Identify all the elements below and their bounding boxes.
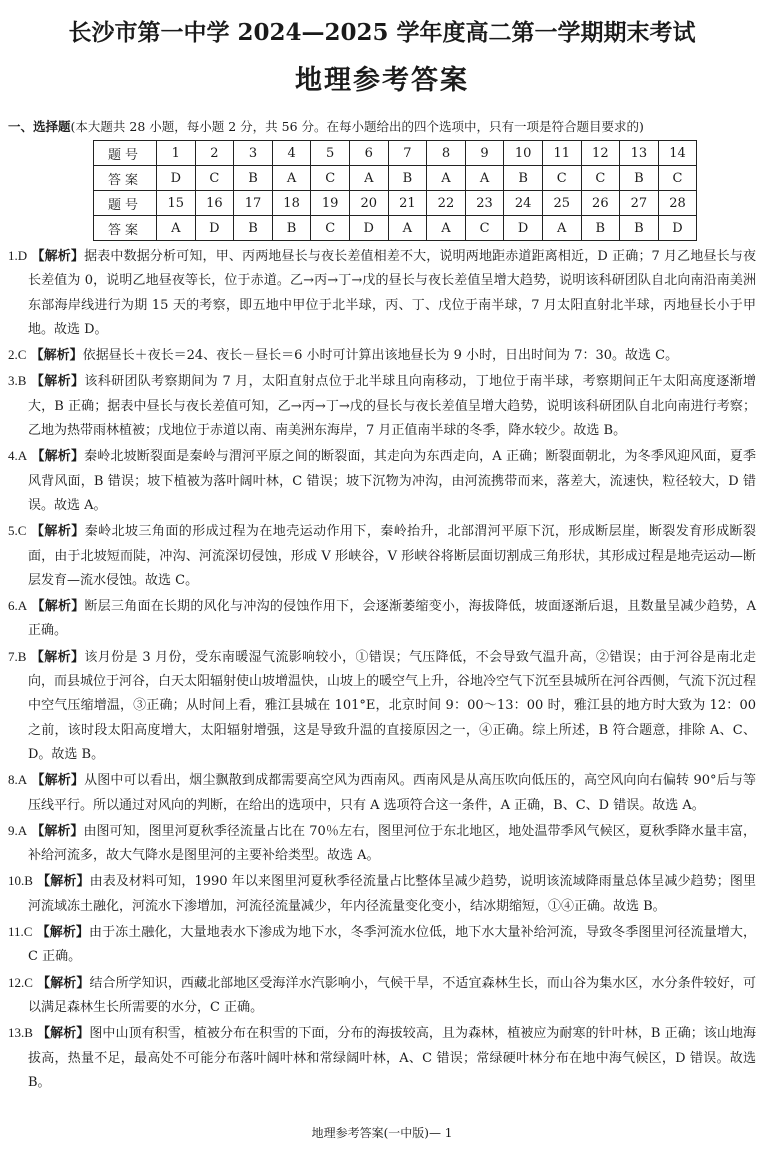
explanation-text: 从图中可以看出，烟尘飘散到成都需要高空风为西南风。西南风是从高压吹向低压的，高空风向向右偏转 90°后与等压线平行。所以通过对风向的判断，在给出的选项中，只有 A 选项符合这一条件，A 正确，B、C、D 错误。故选 A。: [28, 773, 756, 813]
explanation-item: [8, 1021, 756, 1095]
question-number-row: [94, 191, 697, 216]
question-answer-label: 2.C: [8, 347, 27, 363]
section-note: (本大题共 28 小题，每小题 2 分，共 56 分。在每小题给出的四个选项中，只有一项是符合题目要求的): [70, 119, 644, 134]
answer-cell: A: [427, 166, 466, 191]
explanation-item: [8, 869, 756, 919]
row-label-answer: 答案: [94, 216, 157, 241]
analysis-tag: 【解析】: [37, 1026, 90, 1042]
question-answer-label: 10.B: [8, 873, 33, 889]
analysis-tag: 【解析】: [37, 874, 90, 890]
answer-cell: C: [542, 166, 581, 191]
explanation-item: [8, 920, 756, 970]
answer-cell: B: [504, 166, 543, 191]
answer-cell: D: [349, 216, 388, 241]
explanation-item: [8, 444, 756, 518]
row-label-question: 题号: [94, 141, 157, 166]
question-number-cell: 27: [620, 191, 659, 216]
analysis-tag: 【解析】: [31, 773, 85, 789]
answer-key-title: 地理参考答案: [295, 65, 469, 96]
answer-cell: D: [504, 216, 543, 241]
question-number-cell: 23: [465, 191, 504, 216]
question-number-cell: 16: [195, 191, 234, 216]
answer-cell: A: [388, 216, 427, 241]
answer-cell: A: [465, 166, 504, 191]
explanation-item: [8, 768, 756, 818]
page-footer: 地理参考答案(一中版)— 1: [311, 1126, 453, 1140]
answer-cell: C: [581, 166, 620, 191]
answer-cell: A: [427, 216, 466, 241]
question-number-cell: 6: [349, 141, 388, 166]
explanation-item: [8, 519, 756, 593]
question-answer-label: 7.B: [8, 648, 27, 664]
question-answer-label: 6.A: [8, 598, 28, 614]
answer-cell: A: [157, 216, 196, 241]
question-answer-label: 5.C: [8, 523, 27, 539]
question-number-cell: 10: [504, 141, 543, 166]
answer-row: [94, 166, 697, 191]
question-answer-label: 13.B: [8, 1025, 33, 1041]
answer-cell: B: [620, 166, 659, 191]
explanation-text: 据表中数据分析可知，甲、丙两地昼长与夜长差值相差不大，说明两地距赤道距离相近，D 正确；7 月乙地昼长与夜长差值为 0，说明乙地昼夜等长，位于赤道。乙→丙→丁→戊的昼长与夜长差值呈增大趋势，说明该科研团队自北向南沿南美洲东部海岸线进行为期 15 天的考察，即五地中甲位于北半球，丙、丁、戊位于南半球，7 月太阳直射北半球，丙地昼长小于甲地。故选 D。: [28, 249, 756, 337]
question-number-cell: 2: [195, 141, 234, 166]
question-number-cell: 15: [157, 191, 196, 216]
answer-row: [94, 216, 697, 241]
question-answer-label: 9.A: [8, 822, 28, 838]
question-number-row: [94, 141, 697, 166]
answer-cell: A: [349, 166, 388, 191]
answer-cell: C: [311, 216, 350, 241]
explanation-text: 由于冻土融化，大量地表水下渗成为地下水，冬季河流水位低，地下水大量补给河流，导致冬季图里河径流量增大，C 正确。: [28, 925, 756, 965]
explanation-text: 结合所学知识，西藏北部地区受海洋水汽影响小，气候干旱，不适宜森林生长，而山谷为集水区，水分条件较好，可以满足森林生长所需要的水分，C 正确。: [28, 975, 756, 1015]
explanation-item: [8, 819, 756, 869]
question-number-cell: 14: [658, 141, 697, 166]
section-heading: [8, 117, 644, 135]
question-number-cell: 5: [311, 141, 350, 166]
question-number-cell: 13: [620, 141, 659, 166]
answer-cell: D: [195, 216, 234, 241]
question-number-cell: 7: [388, 141, 427, 166]
answer-cell: C: [311, 166, 350, 191]
analysis-tag: 【解析】: [31, 599, 85, 615]
question-number-cell: 18: [272, 191, 311, 216]
question-number-cell: 21: [388, 191, 427, 216]
question-answer-label: 3.B: [8, 373, 27, 389]
answer-cell: B: [620, 216, 659, 241]
question-number-cell: 25: [542, 191, 581, 216]
question-number-cell: 17: [234, 191, 273, 216]
question-number-cell: 20: [349, 191, 388, 216]
analysis-tag: 【解析】: [30, 374, 85, 390]
analysis-tag: 【解析】: [31, 823, 84, 839]
answer-cell: C: [658, 166, 697, 191]
analysis-tag: 【解析】: [31, 449, 85, 465]
question-answer-label: 12.C: [8, 974, 33, 990]
analysis-tag: 【解析】: [36, 925, 89, 941]
explanation-text: 该科研团队考察期间为 7 月，太阳直射点位于北半球且向南移动，丁地位于南半球，考察期间正午太阳高度逐渐增大，B 正确；据表中昼长与夜长差值可知，乙→丙→丁→戊的昼长与夜长差值呈增大趋势，说明该科研团队自北向南进行考察；乙地为热带雨林植被；戊地位于赤道以南、南美洲东海岸，7 月正值南半球的冬季，降水较少。故选 B。: [28, 374, 756, 439]
answer-cell: B: [234, 166, 273, 191]
question-number-cell: 3: [234, 141, 273, 166]
explanation-text: 由图可知，图里河夏秋季径流量占比在 70％左右，图里河位于东北地区，地处温带季风气候区，夏秋季降水量丰富，补给河流多，故大气降水是图里河的主要补给类型。故选 A。: [28, 823, 756, 864]
exam-title: 长沙市第一中学 2024—2025 学年度高二第一学期期末考试: [68, 19, 696, 46]
explanation-text: 依据昼长＋夜长＝24、夜长－昼长＝6 小时可计算出该地昼长为 9 小时，日出时间为 7：30。故选 C。: [82, 348, 679, 364]
explanation-item: [8, 594, 756, 644]
analysis-tag: 【解析】: [30, 348, 83, 364]
analysis-tag: 【解析】: [31, 524, 85, 540]
question-answer-label: 4.A: [8, 448, 28, 464]
question-number-cell: 4: [272, 141, 311, 166]
answer-cell: B: [272, 216, 311, 241]
question-number-cell: 12: [581, 141, 620, 166]
question-number-cell: 19: [311, 191, 350, 216]
section-label: 一、选择题: [8, 119, 71, 134]
question-number-cell: 24: [504, 191, 543, 216]
answer-table: [93, 140, 697, 241]
question-answer-label: 8.A: [8, 772, 28, 788]
question-number-cell: 22: [427, 191, 466, 216]
explanation-text: 由表及材料可知，1990 年以来图里河夏秋季径流量占比整体呈减少趋势，说明该流域降雨量总体呈减少趋势；图里河流域冻土融化，河流水下渗增加，河流径流量减少，年内径流量变化变小，结冰期缩短，①④正确。故选 B。: [28, 874, 756, 914]
answer-cell: A: [542, 216, 581, 241]
explanation-item: [8, 645, 756, 767]
row-label-answer: 答案: [94, 166, 157, 191]
question-number-cell: 26: [581, 191, 620, 216]
explanation-text: 秦岭北坡断裂面是秦岭与渭河平原之间的断裂面，其走向为东西走向，A 正确；断裂面朝北，为冬季风迎风面，夏季风背风面，B 错误；坡下植被为落叶阔叶林，C 错误；坡下沉物为冲沟，由河流携带而来，落差大，流速快，粒径较大，D 错误。故选 A。: [28, 449, 756, 513]
explanation-text: 图中山顶有积雪，植被分布在积雪的下面，分布的海拔较高，且为森林，植被应为耐寒的针叶林，B 正确；该山地海拔高，热量不足，最高处不可能分布落叶阔叶林和常绿阔叶林，A、C 错误；常绿硬叶林分布在地中海气候区，D 错误。故选 B。: [28, 1026, 757, 1090]
answer-cell: D: [157, 166, 196, 191]
answer-cell: B: [581, 216, 620, 241]
explanations: [8, 244, 756, 1096]
explanation-text: 秦岭北坡三角面的形成过程为在地壳运动作用下，秦岭抬升，北部渭河平原下沉，形成断层崖，断裂发育形成断裂面，由于北坡短而陡，冲沟、河流深切侵蚀，形成 V 形峡谷，V 形峡谷将断层面切割成三角形状，其形成过程是地壳运动—断层发育—流水侵蚀。故选 C。: [28, 524, 756, 588]
question-answer-label: 1.D: [8, 248, 28, 263]
answer-cell: B: [388, 166, 427, 191]
explanation-item: [8, 369, 756, 443]
row-label-question: 题号: [94, 191, 157, 216]
explanation-text: 断层三角面在长期的风化与冲沟的侵蚀作用下，会逐渐萎缩变小，海拔降低，坡面逐渐后退，且数量呈减少趋势，A 正确。: [28, 599, 756, 639]
explanation-item: [8, 971, 756, 1021]
answer-cell: A: [272, 166, 311, 191]
explanation-item: [8, 343, 756, 368]
question-number-cell: 28: [658, 191, 697, 216]
explanation-text: 该月份是 3 月份，受东南暖湿气流影响较小，①错误；气压降低，不会导致气温升高，②错误；由于河谷是南北走向，而县城位于河谷，白天太阳辐射使山坡增温快，山坡上的暖空气上升，谷地冷空气下沉至县城所在河谷西侧，气流下沉过程中空气压缩增温，③正确；从时间上看，雅江县城在 101°E，北京时间 9：00～13：00 时，雅江县的地方时大致为 12：00 之前，该时段太阳高度增大，太阳辐射增强，这是导致升温的直接原因之一，④正确。综上所述，B 符合题意，排除 A、C、D。故选 B。: [28, 649, 757, 762]
question-answer-label: 11.C: [8, 924, 33, 940]
answer-cell: C: [195, 166, 234, 191]
question-number-cell: 1: [157, 141, 196, 166]
analysis-tag: 【解析】: [30, 649, 85, 665]
question-number-cell: 11: [542, 141, 581, 166]
answer-cell: B: [234, 216, 273, 241]
analysis-tag: 【解析】: [37, 975, 90, 991]
question-number-cell: 9: [465, 141, 504, 166]
answer-cell: C: [465, 216, 504, 241]
question-number-cell: 8: [427, 141, 466, 166]
explanation-item: [8, 244, 756, 342]
analysis-tag: 【解析】: [31, 249, 85, 264]
answer-cell: D: [658, 216, 697, 241]
